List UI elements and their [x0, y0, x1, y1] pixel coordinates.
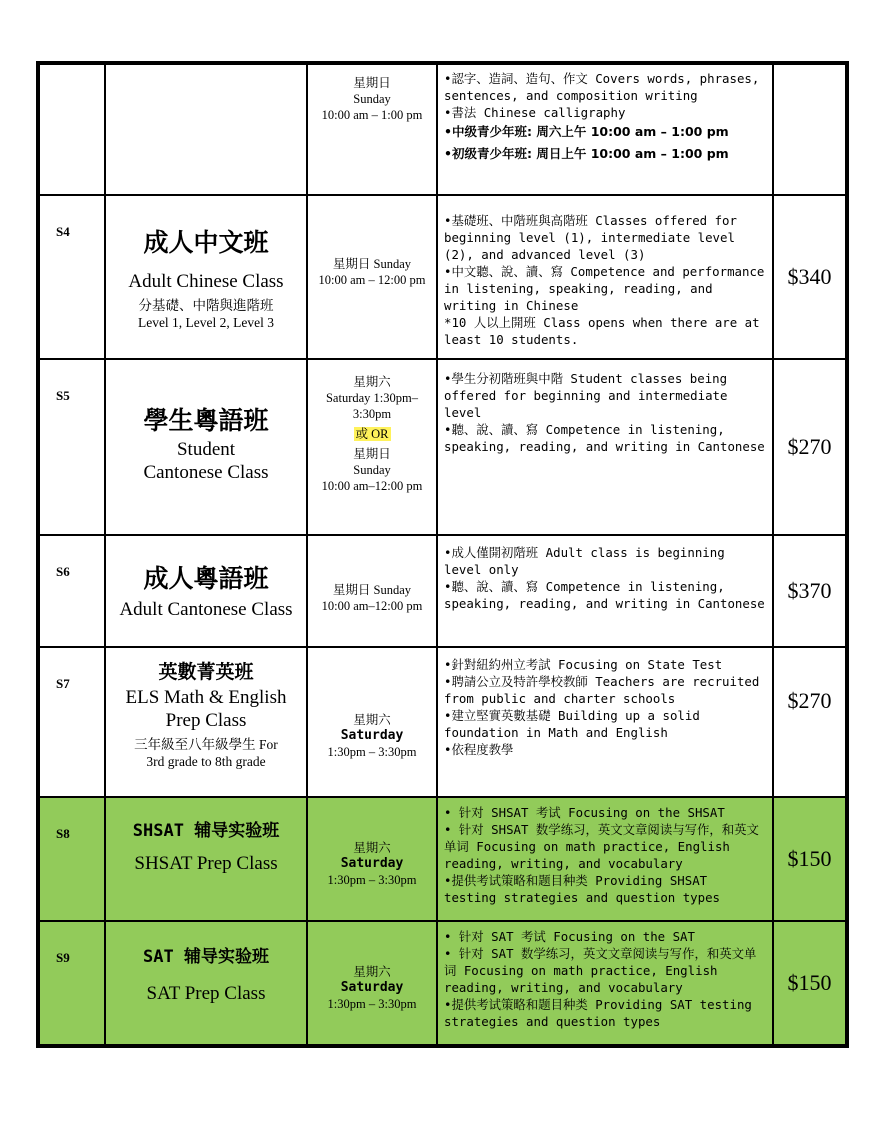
table-row: [39, 535, 846, 647]
schedule-day-zh: 星期六: [353, 375, 391, 389]
schedule-cell: [307, 921, 437, 1045]
schedule-day-en: Sunday: [353, 92, 391, 106]
class-name-en: SAT Prep Class: [146, 983, 266, 1004]
schedule-day-en: Saturday: [340, 728, 404, 743]
schedule-cell: [307, 64, 437, 195]
schedule-time: 1:30pm – 3:30pm: [327, 997, 417, 1011]
class-code: S9: [39, 921, 105, 1045]
price: $150: [773, 797, 846, 921]
class-name-zh: 英數菁英班: [158, 661, 254, 683]
schedule-day-time: Saturday 1:30pm–3:30pm: [325, 391, 418, 421]
desc-line: • 针对 SAT 数学练习，英文文章阅读与写作，和英文单词 Focusing on math practice, English reading, writing, and vocabulary: [444, 946, 757, 995]
class-code: S8: [39, 797, 105, 921]
class-name-cell: [105, 359, 307, 535]
schedule-or-highlight: 或 OR: [355, 427, 389, 441]
class-code: S6: [39, 535, 105, 647]
desc-bold-line: •初级青少年班: 周日上午 10:00 am – 1:00 pm: [444, 146, 729, 161]
description-cell: [437, 535, 773, 647]
desc-line: •基礎班、中階班與高階班 Classes offered for beginning level (1), intermediate level (2), and advanced level (3): [444, 213, 737, 262]
description-cell: [437, 647, 773, 797]
schedule-time: 10:00 am – 1:00 pm: [321, 108, 423, 122]
description-cell: [437, 797, 773, 921]
table-row: [39, 359, 846, 535]
schedule-day-en: Sunday: [353, 463, 391, 477]
desc-line: •中文聽、說、讀、寫 Competence and performance in listening, speaking, reading, and writing in Chinese: [444, 264, 765, 313]
table-row: [39, 921, 846, 1045]
price: $270: [773, 359, 846, 535]
desc-line: •提供考试策略和题目种类 Providing SHSAT testing strategies and question types: [444, 873, 721, 905]
class-code: [39, 64, 105, 195]
schedule-day-en: Saturday: [340, 980, 404, 995]
desc-line: •針對紐約州立考試 Focusing on State Test: [444, 657, 723, 672]
price: $150: [773, 921, 846, 1045]
schedule-cell: [307, 195, 437, 359]
schedule-day-zh: 星期六: [353, 713, 391, 727]
desc-line: •聘請公立及特許學校教師 Teachers are recruited from public and charter schools: [444, 674, 760, 706]
desc-bold-line: •中级青少年班: 周六上午 10:00 am – 1:00 pm: [444, 124, 729, 139]
schedule-day-zh: 星期六: [353, 965, 391, 979]
class-grade-en: 3rd grade to 8th grade: [146, 754, 266, 769]
class-schedule-table: [36, 61, 849, 1048]
class-name-en: SHSAT Prep Class: [134, 853, 278, 874]
desc-line: •提供考试策略和题目种类 Providing SAT testing strategies and question types: [444, 997, 752, 1029]
desc-line: • 针对 SHSAT 考试 Focusing on the SHSAT: [444, 805, 725, 820]
schedule-day-zh: 星期六: [353, 841, 391, 855]
schedule-time: 10:00 am–12:00 pm: [321, 479, 423, 493]
schedule-time: 10:00 am – 12:00 pm: [318, 273, 426, 287]
class-name-en: Student Cantonese Class: [143, 439, 269, 483]
class-name-cell: [105, 195, 307, 359]
desc-line: •學生分初階班與中階 Student classes being offered for beginning and intermediate level: [444, 371, 728, 420]
schedule-cell: [307, 359, 437, 535]
class-name-zh: SAT 辅导实验班: [143, 947, 269, 967]
class-name-cell: [105, 797, 307, 921]
desc-line: •依程度教學: [444, 742, 514, 757]
desc-line: •聽、說、讀、寫 Competence in listening, speaking, reading, and writing in Cantonese: [444, 422, 765, 454]
desc-line: • 针对 SAT 考试 Focusing on the SAT: [444, 929, 695, 944]
price: [773, 64, 846, 195]
class-grade-zh: 三年級至八年級學生 For: [134, 737, 278, 752]
class-name-zh: 成人中文班: [143, 228, 269, 257]
table-row: [39, 64, 846, 195]
desc-line: •成人僅開初階班 Adult class is beginning level only: [444, 545, 725, 577]
class-name-zh: SHSAT 辅导实验班: [132, 821, 280, 841]
table-row: [39, 647, 846, 797]
schedule-day-zh: 星期日: [353, 76, 391, 90]
class-name-en: Adult Cantonese Class: [119, 599, 293, 620]
schedule-time: 10:00 am–12:00 pm: [321, 599, 423, 613]
schedule-cell: [307, 535, 437, 647]
price: $370: [773, 535, 846, 647]
class-code: S5: [39, 359, 105, 535]
class-name-sub: Level 1, Level 2, Level 3: [137, 315, 275, 330]
description-cell: [437, 195, 773, 359]
schedule-day: 星期日 Sunday: [332, 583, 412, 597]
class-name-zh: 學生粵語班: [143, 406, 269, 435]
class-name-cell: [105, 535, 307, 647]
desc-line: •認字、造詞、造句、作文 Covers words, phrases, sentences, and composition writing: [444, 71, 760, 103]
description-cell: [437, 921, 773, 1045]
schedule-time: 1:30pm – 3:30pm: [327, 873, 417, 887]
class-name-cell: [105, 64, 307, 195]
schedule-day: 星期日 Sunday: [332, 257, 412, 271]
desc-line: •書法 Chinese calligraphy: [444, 105, 626, 120]
schedule-day-en: Saturday: [340, 856, 404, 871]
table-row: [39, 797, 846, 921]
desc-line: •聽、說、讀、寫 Competence in listening, speaking, reading, and writing in Cantonese: [444, 579, 765, 611]
class-name-cell: [105, 921, 307, 1045]
table-row: [39, 195, 846, 359]
schedule-cell: [307, 647, 437, 797]
class-name-en: Adult Chinese Class: [128, 271, 284, 292]
schedule-cell: [307, 797, 437, 921]
class-name-sub: 分基礎、中階與進階班: [138, 298, 274, 313]
description-cell: [437, 359, 773, 535]
class-code: S7: [39, 647, 105, 797]
description-cell: [437, 64, 773, 195]
class-name-cell: [105, 647, 307, 797]
class-name-en: ELS Math & English Prep Class: [125, 687, 287, 731]
desc-line: • 针对 SHSAT 数学练习，英文文章阅读与写作，和英文单词 Focusing on math practice, English reading, writing, and vocabulary: [444, 822, 759, 871]
price: $340: [773, 195, 846, 359]
schedule-time: 1:30pm – 3:30pm: [327, 745, 417, 759]
class-name-zh: 成人粵語班: [143, 564, 269, 593]
desc-line: *10 人以上開班 Class opens when there are at least 10 students.: [444, 315, 760, 347]
schedule-day-zh: 星期日: [353, 447, 391, 461]
desc-line: •建立堅實英數基礎 Building up a solid foundation in Math and English: [444, 708, 700, 740]
price: $270: [773, 647, 846, 797]
class-code: S4: [39, 195, 105, 359]
